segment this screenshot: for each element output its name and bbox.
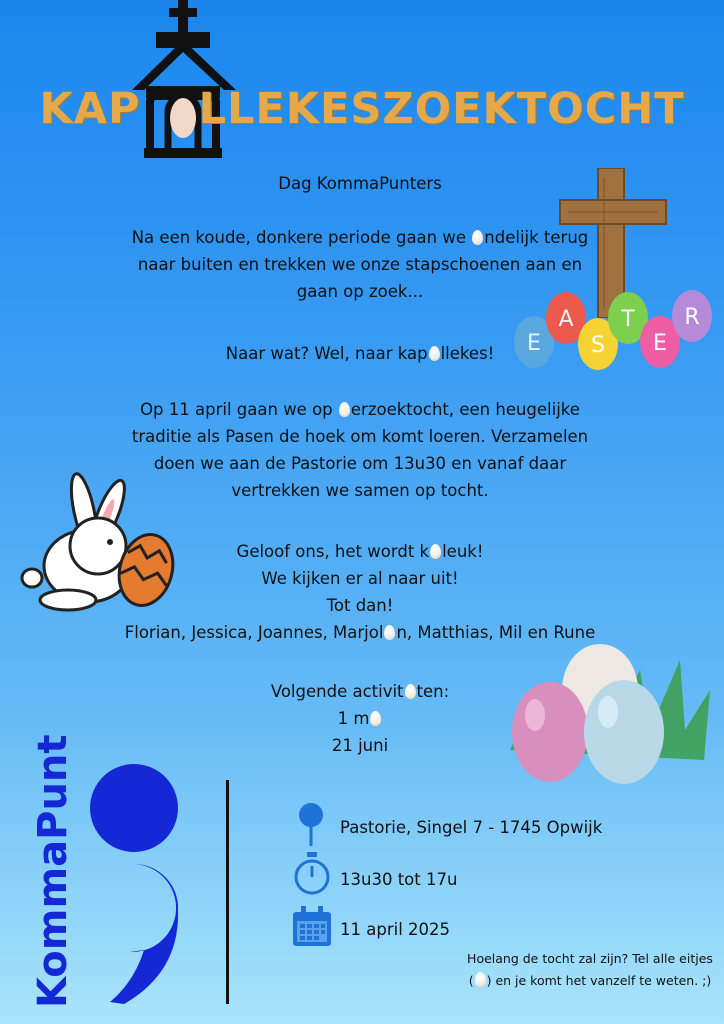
easter-eggs-grass-icon: [490, 630, 724, 800]
easter-letter: R: [684, 305, 700, 330]
easter-letter: E: [527, 331, 541, 356]
location-pin-icon: [296, 802, 326, 848]
calendar-icon: [291, 906, 333, 948]
easter-letter: T: [621, 307, 635, 332]
bunny-icon: [18, 466, 178, 616]
egg-icon: [472, 230, 483, 245]
closing-paragraph: Geloof ons, het wordt k leuk! We kijken er al naar uit! Tot dan! Florian, Jessica, Joannes, Marjol n, Matthias, Mil en Rune: [124, 542, 596, 642]
brand-name: KommaPunt: [30, 734, 76, 1008]
egg-icon: [339, 402, 350, 417]
chapel-icon: [128, 0, 240, 160]
egg-icon: [429, 346, 440, 361]
question-paragraph: Naar wat? Wel, naar kap llekes!: [225, 344, 495, 363]
intro-paragraph: Na een koude, donkere periode gaan we ndelijk terug naar buiten en trekken we onze stapschoenen aan en gaan op zoek...: [131, 228, 589, 301]
easter-letter: E: [653, 331, 667, 356]
egg-icon: [384, 625, 395, 640]
greeting: Dag KommaPunters: [278, 174, 442, 193]
easter-letter: S: [591, 333, 605, 358]
footnote: Hoelang de tocht zal zijn? Tel alle eitjes ( ) en je komt het vanzelf te weten. ;): [467, 951, 713, 988]
comma-logo-icon: [84, 756, 184, 1006]
next-activities: Volgende activit ten: 1 m 21 juni: [270, 682, 450, 755]
event-paragraph: Op 11 april gaan we op erzoektocht, een heugelijke traditie als Pasen de hoek om komt loeren. Verzamelen doen we aan de Pastorie om 13u30 en vanaf daar vertrekken we samen op tocht.: [131, 400, 589, 500]
egg-icon: [405, 684, 416, 699]
egg-icon: [430, 544, 441, 559]
time-text: 13u30 tot 17u: [340, 870, 458, 889]
location-text: Pastorie, Singel 7 - 1745 Opwijk: [340, 818, 603, 837]
page-title: KAP LLEKESZOEKTOCHT: [39, 84, 685, 134]
date-text: 11 april 2025: [340, 920, 451, 939]
egg-icon: [475, 972, 486, 987]
easter-letter: A: [558, 307, 574, 332]
divider: [226, 780, 229, 1004]
stopwatch-icon: [292, 852, 332, 896]
egg-icon: [370, 711, 381, 726]
